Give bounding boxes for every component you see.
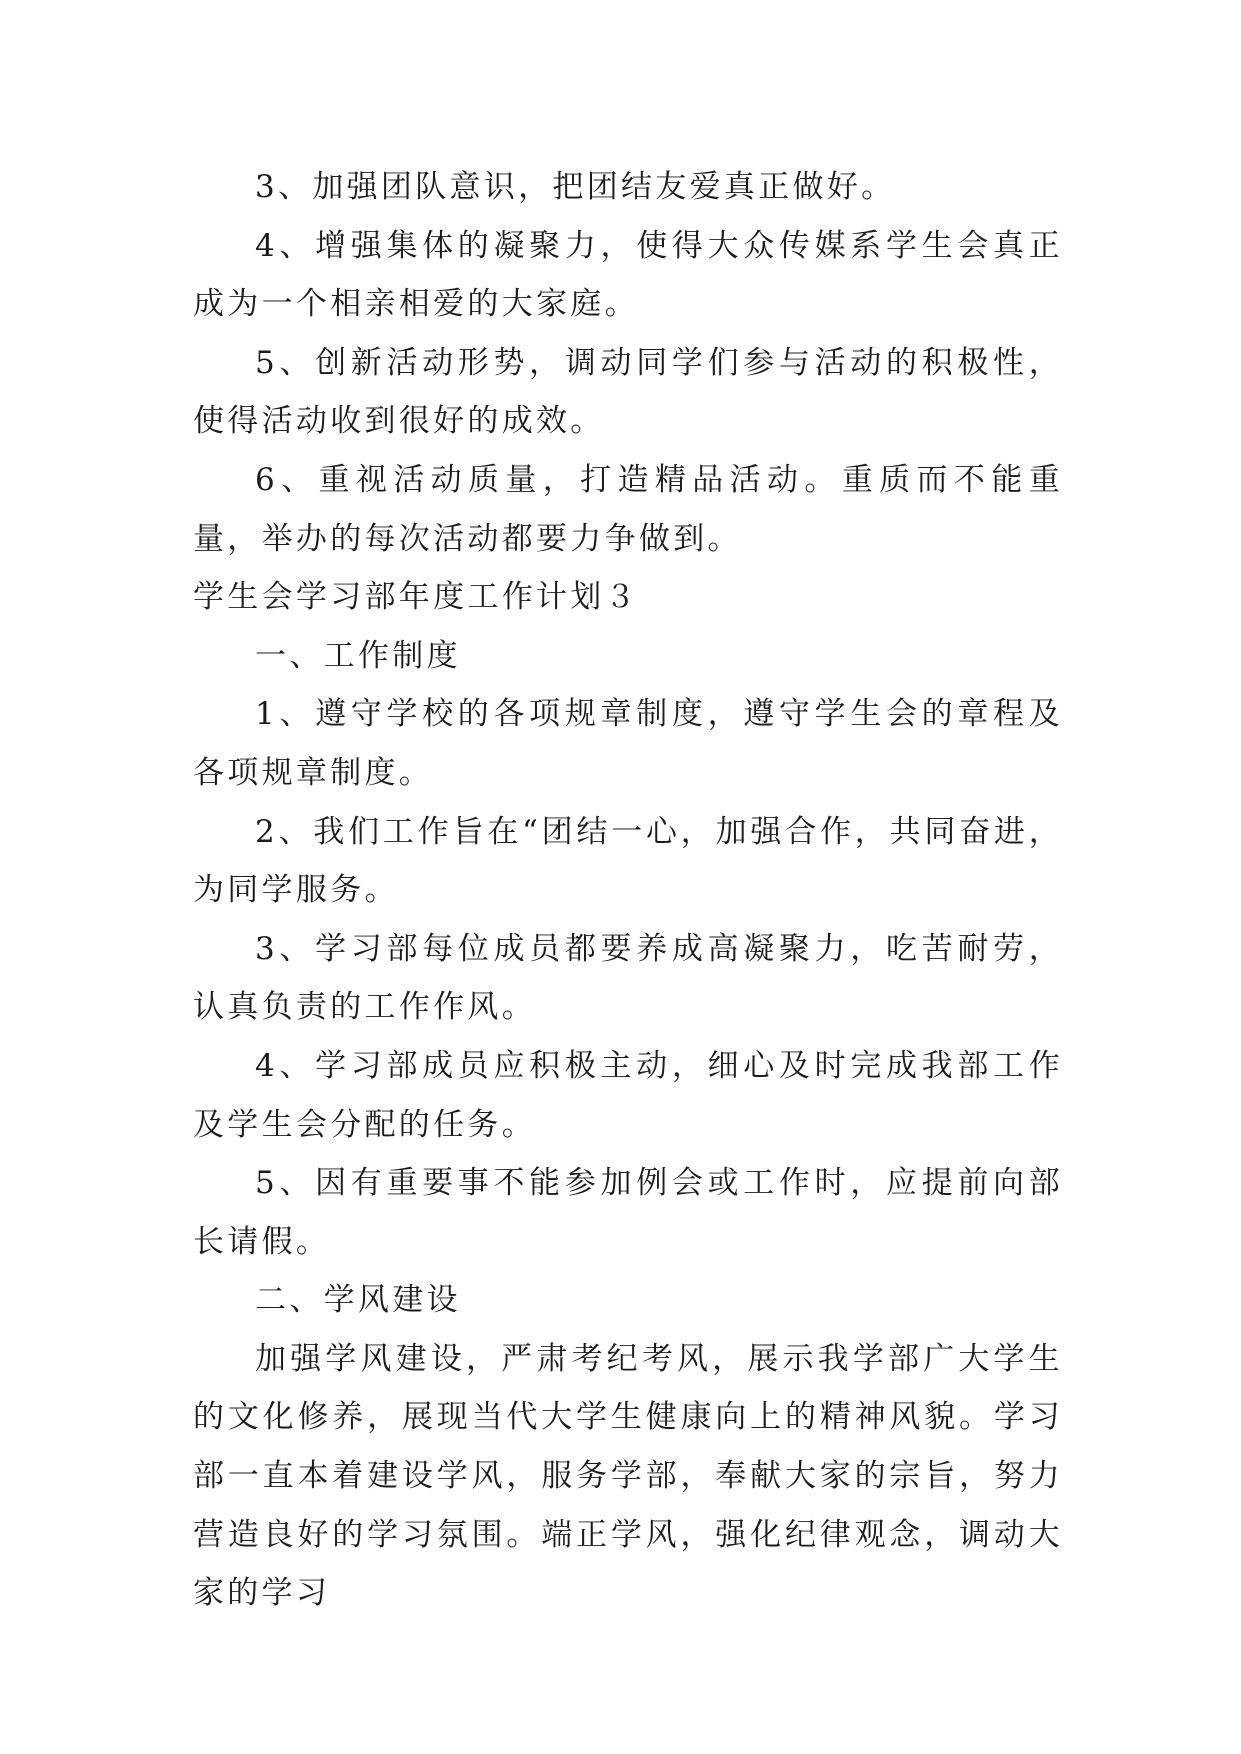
subheading-study-style: 二、学风建设 — [255, 1282, 461, 1319]
paragraph-7: 3、学习部每位成员都要养成高凝聚力，吃苦耐劳，认真负责的工作作风。 — [193, 930, 1063, 1026]
section-title: 学生会学习部年度工作计划３ — [193, 579, 639, 616]
paragraph-1: 3、加强团队意识，把团结友爱真正做好。 — [255, 169, 896, 205]
paragraph-9: 5、因有重要事不能参加例会或工作时，应提前向部长请假。 — [193, 1165, 1063, 1260]
paragraph-3: 5、创新活动形势，调动同学们参与活动的积极性，使得活动收到很好的成效。 — [193, 344, 1063, 440]
paragraph-8: 4、学习部成员应积极主动，细心及时完成我部工作及学生会分配的任务。 — [193, 1047, 1063, 1143]
paragraph-2: 4、增强集体的凝聚力，使得大众传媒系学生会真正成为一个相亲相爱的大家庭。 — [193, 227, 1063, 323]
paragraph-10: 加强学风建设，严肃考纪考风，展示我学部广大学生的文化修养，展现当代大学生健康向上的精神风貌。学习部一直本着建设学风，服务学部，奉献大家的宗旨，努力营造良好的学习氛围。端正学风，强化纪律观念，调动大家的学习 — [193, 1340, 1063, 1612]
subheading-work-system: 一、工作制度 — [255, 637, 461, 674]
paragraph-6: 2、我们工作旨在“团结一心，加强合作，共同奋进，为同学服务。 — [193, 813, 1063, 909]
paragraph-4: 6、重视活动质量，打造精品活动。重质而不能重量，举办的每次活动都要力争做到。 — [193, 461, 1063, 557]
paragraph-5: 1、遵守学校的各项规章制度，遵守学生会的章程及各项规章制度。 — [193, 696, 1063, 791]
document-body — [193, 158, 1063, 1623]
